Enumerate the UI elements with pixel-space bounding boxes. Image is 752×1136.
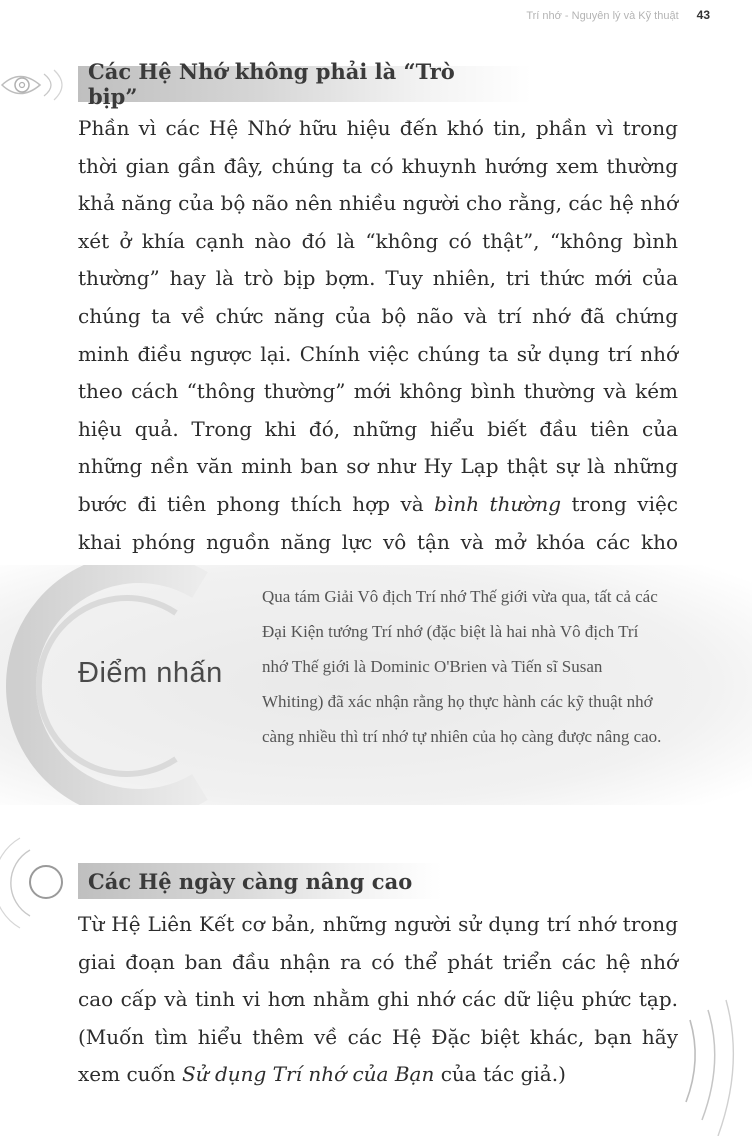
eye-icon bbox=[0, 64, 80, 106]
section-1-paragraph bbox=[78, 110, 678, 599]
paragraph-italic: bình thường bbox=[434, 491, 562, 516]
highlight-text: Qua tám Giải Vô địch Trí nhớ Thế giới vừa qua, tất cả các Đại Kiện tướng Trí nhớ (đặc biệt là hai nhà Vô địch Trí nhớ Thế giới là Dominic O'Brien và Tiến sĩ Susan Whiting) đã xác nhận rằng họ thực hành các kỹ thuật nhớ càng nhiều thì trí nhớ tự nhiên của họ càng được nâng cao. bbox=[262, 587, 662, 746]
paragraph-text: Phần vì các Hệ Nhớ hữu hiệu đến khó tin, phần vì trong thời gian gần đây, chúng ta có khuynh hướng xem thường khả năng của bộ não nên nhiều người cho rằng, các hệ nhớ xét ở khía cạnh nào đó là “không có thật”, “không bình thường” hay là trò bịp bợm. Tuy nhiên, tri thức mới của chúng ta về chức năng của bộ não và trí nhớ đã chứng minh điều ngược lại. Chính việc chúng ta sử dụng trí nhớ theo cách “thông thường” mới không bình thường và kém hiệu quả. Trong khi đó, những hiểu biết đầu tiên của những nền văn minh ban sơ như Hy Lạp thật sự là những bước đi tiên phong thích hợp và bbox=[78, 116, 678, 516]
ring-icon bbox=[0, 830, 80, 940]
paragraph-italic: Sử dụng Trí nhớ của Bạn bbox=[182, 1062, 435, 1087]
page-number: 43 bbox=[696, 8, 710, 22]
waves-icon bbox=[680, 990, 752, 1136]
highlight-title: Điểm nhấn bbox=[78, 657, 223, 689]
running-title: Trí nhớ - Nguyên lý và Kỹ thuật bbox=[526, 10, 679, 22]
paragraph-text: Từ Hệ Liên Kết cơ bản, những người sử dụng trí nhớ trong giai đoạn ban đầu nhận ra có thể phát triển các hệ nhớ cao cấp và tinh vi hơn nhằm ghi nhớ các dữ liệu phức tạp. (Muốn tìm hiểu thêm về các Hệ Đặc biệt khác, bạn hãy xem cuốn bbox=[78, 912, 678, 1087]
section-heading-1: Các Hệ Nhớ không phải là “Trò bịp” bbox=[78, 66, 532, 102]
highlight-box bbox=[0, 565, 752, 805]
paragraph-text: của tác giả.) bbox=[434, 1062, 566, 1087]
page-header bbox=[526, 8, 710, 22]
paragraph-text: trong việc khai phóng nguồn năng lực vô tận và mở khóa các kho bbox=[78, 491, 679, 554]
section-heading-2: Các Hệ ngày càng nâng cao bbox=[78, 863, 442, 899]
section-2-paragraph bbox=[78, 906, 678, 1094]
